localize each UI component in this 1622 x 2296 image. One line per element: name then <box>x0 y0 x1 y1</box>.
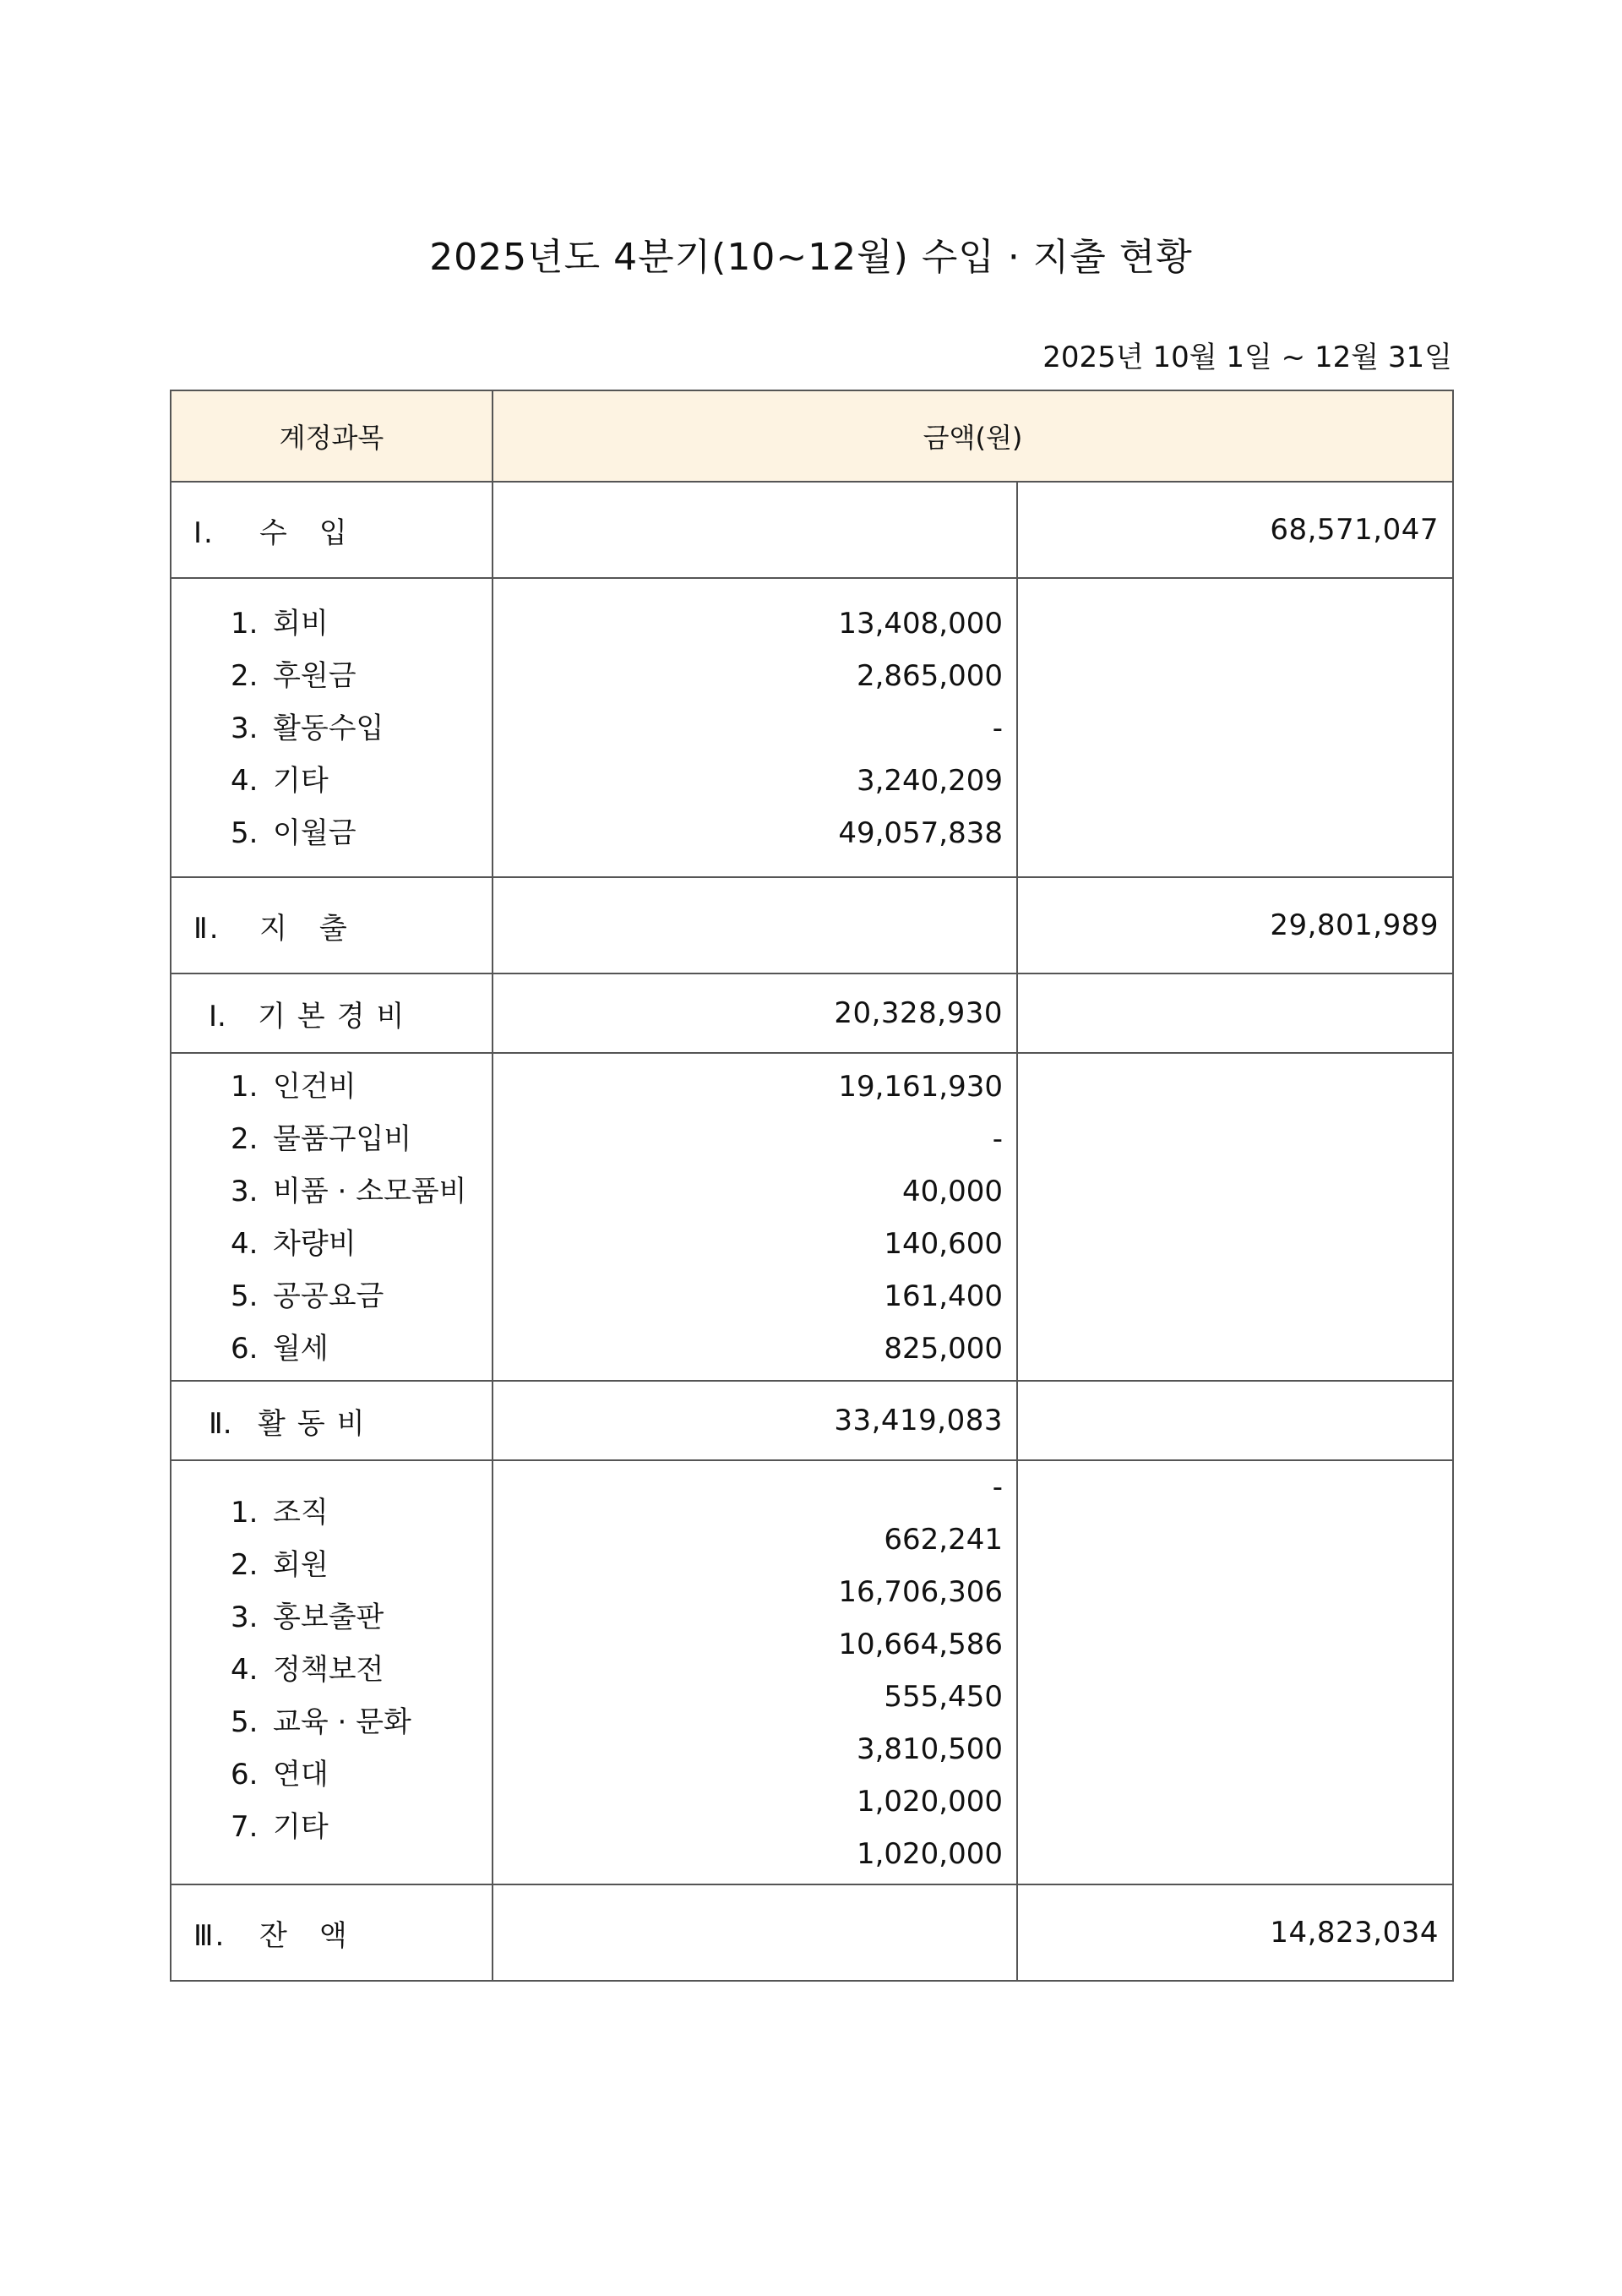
amount-column-header: 금액(원) <box>493 390 1453 482</box>
item-label: 비품 · 소모품비 <box>273 1175 467 1208</box>
activity-expense-total: 33,419,083 <box>493 1381 1017 1460</box>
item-amount: 16,706,306 <box>838 1575 1003 1609</box>
list-item <box>231 1165 492 1218</box>
subsection-name: 활동비 <box>258 1406 377 1441</box>
item-label: 활동수입 <box>273 712 384 745</box>
item-amount: 3,810,500 <box>856 1732 1003 1766</box>
basic-expense-items-row <box>171 1053 1453 1381</box>
item-label: 연대 <box>273 1758 329 1792</box>
item-label: 물품구입비 <box>273 1122 412 1156</box>
item-amount: - <box>992 1470 1003 1504</box>
item-number: 2. <box>231 1548 259 1582</box>
basic-expense-item-values <box>493 1053 1017 1381</box>
list-item <box>231 702 492 755</box>
item-number: 1. <box>231 607 259 641</box>
income-section-row <box>171 482 1453 578</box>
income-items-row <box>171 578 1453 877</box>
empty-cell <box>1017 1053 1453 1381</box>
list-item <box>231 1486 492 1539</box>
item-label: 공공요금 <box>273 1279 384 1313</box>
section-name: 잔액 <box>259 1918 379 1953</box>
report-period: 2025년 10월 1일 ~ 12월 31일 <box>1042 341 1452 374</box>
item-label: 회원 <box>273 1548 329 1582</box>
item-amount: 10,664,586 <box>838 1628 1003 1661</box>
list-item <box>231 755 492 807</box>
item-number: 3. <box>231 1601 259 1634</box>
basic-expense-total: 20,328,930 <box>493 973 1017 1053</box>
list-item <box>231 1323 492 1375</box>
item-amount: 161,400 <box>884 1279 1003 1313</box>
empty-cell <box>1017 1381 1453 1460</box>
section-number: Ⅲ. <box>193 1918 226 1953</box>
subsection-number: Ⅱ. <box>209 1406 232 1441</box>
item-label: 월세 <box>273 1332 329 1366</box>
list-item <box>231 1061 492 1113</box>
item-number: 4. <box>231 764 259 798</box>
item-amount: 140,600 <box>884 1227 1003 1261</box>
balance-section-label <box>171 1884 493 1981</box>
item-amount: - <box>992 712 1003 745</box>
item-amount: 662,241 <box>884 1523 1003 1557</box>
basic-expense-row <box>171 973 1453 1053</box>
income-total: 68,571,047 <box>1017 482 1453 578</box>
section-name: 수입 <box>259 515 379 550</box>
item-amount: - <box>992 1122 1003 1156</box>
activity-expense-row <box>171 1381 1453 1460</box>
income-item-values <box>493 578 1017 877</box>
item-label: 기타 <box>273 1810 329 1844</box>
item-number: 2. <box>231 659 259 693</box>
empty-cell <box>1017 578 1453 877</box>
empty-cell <box>493 1884 1017 1981</box>
list-item <box>231 650 492 702</box>
expense-total: 29,801,989 <box>1017 877 1453 973</box>
item-number: 3. <box>231 1175 259 1208</box>
list-item <box>231 1270 492 1323</box>
item-number: 4. <box>231 1653 259 1687</box>
list-item <box>231 1748 492 1801</box>
item-amount: 555,450 <box>884 1680 1003 1714</box>
item-number: 1. <box>231 1070 259 1104</box>
activity-expense-item-labels <box>171 1460 493 1884</box>
empty-cell <box>1017 1460 1453 1884</box>
activity-expense-items-row <box>171 1460 1453 1884</box>
section-name: 지출 <box>259 911 379 946</box>
item-number: 5. <box>231 1705 259 1739</box>
item-amount: 19,161,930 <box>838 1070 1003 1104</box>
expense-section-row <box>171 877 1453 973</box>
item-label: 이월금 <box>273 816 357 850</box>
income-expense-table <box>170 390 1454 1982</box>
income-section-label <box>171 482 493 578</box>
item-label: 조직 <box>273 1496 329 1530</box>
item-label: 정책보전 <box>273 1653 384 1687</box>
section-number: Ⅰ. <box>193 515 215 550</box>
list-item <box>231 1113 492 1165</box>
balance-total: 14,823,034 <box>1017 1884 1453 1981</box>
item-label: 후원금 <box>273 659 357 693</box>
list-item <box>231 1801 492 1853</box>
list-item <box>231 807 492 859</box>
item-amount: 3,240,209 <box>856 764 1003 798</box>
subsection-number: Ⅰ. <box>209 999 226 1033</box>
income-item-labels <box>171 578 493 877</box>
page-title: 2025년도 4분기(10~12월) 수입 · 지출 현황 <box>429 236 1193 279</box>
item-number: 3. <box>231 712 259 745</box>
activity-expense-item-values <box>493 1460 1017 1884</box>
item-number: 6. <box>231 1758 259 1792</box>
account-column-header: 계정과목 <box>171 390 493 482</box>
item-amount: 2,865,000 <box>856 659 1003 693</box>
subsection-name: 기본경비 <box>258 999 416 1033</box>
item-number: 2. <box>231 1122 259 1156</box>
item-amount: 49,057,838 <box>838 816 1003 850</box>
empty-cell <box>493 482 1017 578</box>
item-label: 차량비 <box>273 1227 357 1261</box>
item-number: 6. <box>231 1332 259 1366</box>
table-header-row <box>171 390 1453 482</box>
list-item <box>231 597 492 650</box>
list-item <box>231 1218 492 1270</box>
section-number: Ⅱ. <box>193 911 220 946</box>
item-amount: 40,000 <box>902 1175 1003 1208</box>
item-label: 홍보출판 <box>273 1601 384 1634</box>
item-amount: 825,000 <box>884 1332 1003 1366</box>
item-label: 교육 · 문화 <box>273 1705 411 1739</box>
item-number: 5. <box>231 816 259 850</box>
list-item <box>231 1696 492 1748</box>
item-amount: 13,408,000 <box>838 607 1003 641</box>
balance-section-row <box>171 1884 1453 1981</box>
item-number: 4. <box>231 1227 259 1261</box>
activity-expense-label <box>171 1381 493 1460</box>
list-item <box>231 1591 492 1644</box>
item-number: 7. <box>231 1810 259 1844</box>
basic-expense-item-labels <box>171 1053 493 1381</box>
item-label: 회비 <box>273 607 329 641</box>
list-item <box>231 1644 492 1696</box>
expense-section-label <box>171 877 493 973</box>
item-number: 1. <box>231 1496 259 1530</box>
item-amount: 1,020,000 <box>856 1837 1003 1871</box>
item-label: 기타 <box>273 764 329 798</box>
item-amount: 1,020,000 <box>856 1785 1003 1819</box>
list-item <box>231 1539 492 1591</box>
basic-expense-label <box>171 973 493 1053</box>
item-label: 인건비 <box>273 1070 357 1104</box>
empty-cell <box>1017 973 1453 1053</box>
empty-cell <box>493 877 1017 973</box>
item-number: 5. <box>231 1279 259 1313</box>
